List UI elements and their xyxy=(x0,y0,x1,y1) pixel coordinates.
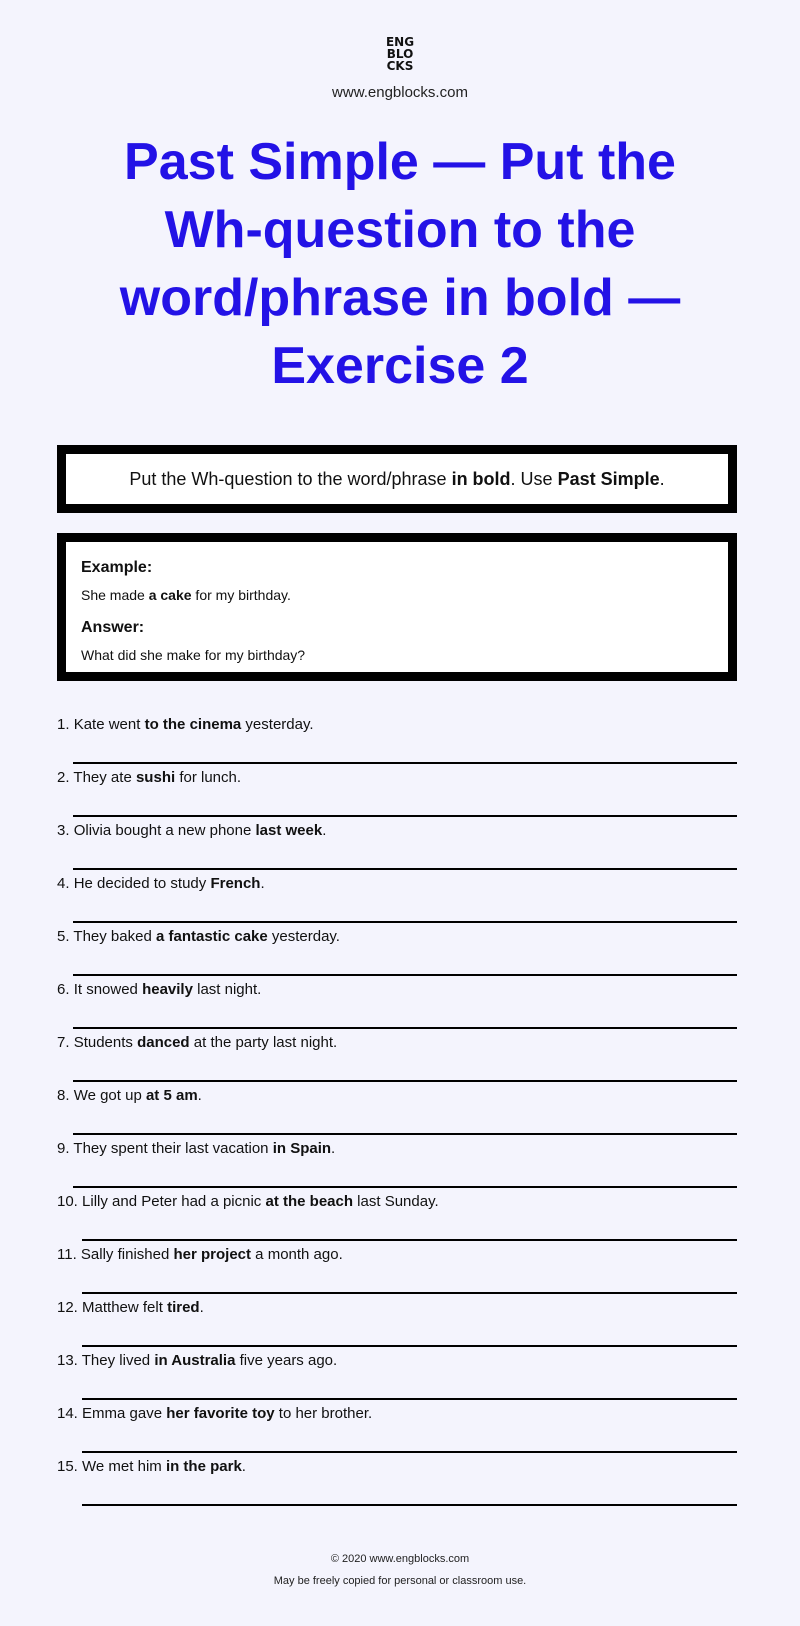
question-bold-phrase: in the park xyxy=(165,1458,242,1475)
question-number: 12. xyxy=(57,1299,78,1316)
question-number: 14. xyxy=(57,1405,78,1422)
question-text xyxy=(57,767,737,789)
question-part: yesterday. xyxy=(241,716,314,733)
answer-line[interactable] xyxy=(73,1027,737,1029)
question-text xyxy=(57,926,737,948)
example-sentence xyxy=(81,584,728,606)
question-number: 7. xyxy=(57,1034,70,1051)
answer-line[interactable] xyxy=(73,815,737,817)
question-item xyxy=(57,1297,737,1350)
question-text xyxy=(57,1138,737,1160)
question-number: 10. xyxy=(57,1193,78,1210)
engblocks-logo[interactable] xyxy=(0,36,800,72)
instruction-bold: Past Simple xyxy=(557,468,660,489)
question-item xyxy=(57,873,737,926)
question-number: 1. xyxy=(57,716,70,733)
answer-line[interactable] xyxy=(82,1398,737,1400)
question-bold-phrase: in Australia xyxy=(154,1352,236,1369)
question-part: a month ago. xyxy=(251,1246,343,1263)
answer-line[interactable] xyxy=(82,1345,737,1347)
footer-license: May be freely copied for personal or classroom use. xyxy=(273,1575,527,1587)
question-part: five years ago. xyxy=(235,1352,338,1369)
question-item xyxy=(57,820,737,873)
answer-label: Answer: xyxy=(81,619,145,636)
question-number: 5. xyxy=(57,928,70,945)
example-part: She made xyxy=(81,587,149,603)
question-bold-phrase: French xyxy=(210,875,261,892)
question-part: We got up xyxy=(73,1087,146,1104)
question-text xyxy=(57,873,737,895)
question-bold-phrase: her favorite toy xyxy=(166,1405,275,1422)
question-part: at the party last night. xyxy=(189,1034,338,1051)
question-part: . xyxy=(241,1458,246,1475)
question-bold-phrase: last week xyxy=(255,822,323,839)
logo-line-3: CKS xyxy=(386,59,414,73)
question-bold-phrase: heavily xyxy=(142,981,193,998)
question-item xyxy=(57,1032,737,1085)
question-part: to her brother. xyxy=(274,1405,373,1422)
answer-line[interactable] xyxy=(82,1239,737,1241)
question-number: 6. xyxy=(57,981,70,998)
question-number: 2. xyxy=(57,769,70,786)
question-number: 15. xyxy=(57,1458,78,1475)
question-bold-phrase: a fantastic cake xyxy=(155,928,268,945)
question-item xyxy=(57,979,737,1032)
question-bold-phrase: at 5 am xyxy=(145,1087,198,1104)
question-number: 13. xyxy=(57,1352,78,1369)
question-bold-phrase: tired xyxy=(167,1299,200,1316)
question-part: He decided to study xyxy=(73,875,211,892)
instruction-part: Put the Wh-question to the word/phrase xyxy=(129,468,452,489)
question-bold-phrase: danced xyxy=(137,1034,190,1051)
answer-line[interactable] xyxy=(73,974,737,976)
question-bold-phrase: in Spain xyxy=(272,1140,332,1157)
question-item xyxy=(57,767,737,820)
answer-line[interactable] xyxy=(82,1292,737,1294)
question-item xyxy=(57,1138,737,1191)
question-part: last night. xyxy=(192,981,262,998)
question-part: . xyxy=(199,1299,204,1316)
question-item xyxy=(57,1085,737,1138)
question-part: Lilly and Peter had a picnic xyxy=(82,1193,266,1210)
question-item xyxy=(57,1191,737,1244)
question-list xyxy=(57,714,737,1509)
question-part: yesterday. xyxy=(267,928,340,945)
logo-line-2: BLO xyxy=(386,47,414,61)
question-part: . xyxy=(322,822,327,839)
question-part: They lived xyxy=(81,1352,155,1369)
question-bold-phrase: sushi xyxy=(135,769,176,786)
logo-line-1: ENG xyxy=(385,35,415,49)
question-part: . xyxy=(331,1140,336,1157)
answer-sentence: What did she make for my birthday? xyxy=(81,647,306,663)
answer-line[interactable] xyxy=(73,1186,737,1188)
question-text xyxy=(57,1191,737,1213)
example-part: for my birthday. xyxy=(191,587,291,603)
question-number: 4. xyxy=(57,875,70,892)
instruction-text xyxy=(129,469,664,490)
question-part: Kate went xyxy=(73,716,145,733)
answer-line[interactable] xyxy=(73,921,737,923)
question-number: 11. xyxy=(57,1246,77,1263)
example-bold: a cake xyxy=(148,587,192,603)
question-item xyxy=(57,1456,737,1509)
instruction-bold: in bold xyxy=(451,468,511,489)
question-number: 9. xyxy=(57,1140,70,1157)
question-text xyxy=(57,1297,737,1319)
question-text xyxy=(57,1085,737,1107)
site-url[interactable]: www.engblocks.com xyxy=(332,84,468,101)
instruction-part: . Use xyxy=(510,468,558,489)
question-item xyxy=(57,1244,737,1297)
question-text xyxy=(57,820,737,842)
question-part: last Sunday. xyxy=(353,1193,439,1210)
footer-copyright: © 2020 www.engblocks.com xyxy=(330,1553,470,1565)
question-part: We met him xyxy=(82,1458,166,1475)
question-text xyxy=(57,1350,737,1372)
question-part: Emma gave xyxy=(82,1405,167,1422)
question-part: . xyxy=(197,1087,202,1104)
question-part: Olivia bought a new phone xyxy=(73,822,256,839)
answer-line[interactable] xyxy=(73,1080,737,1082)
example-box xyxy=(57,533,737,681)
question-item xyxy=(57,1403,737,1456)
question-part: They spent their last vacation xyxy=(73,1140,273,1157)
answer-line[interactable] xyxy=(73,868,737,870)
answer-line[interactable] xyxy=(73,1133,737,1135)
footer xyxy=(0,1548,800,1592)
question-item xyxy=(57,714,737,767)
question-text xyxy=(57,1244,737,1266)
question-part: Matthew felt xyxy=(82,1299,168,1316)
question-part: for lunch. xyxy=(175,769,242,786)
answer-line[interactable] xyxy=(82,1451,737,1453)
page-title: Past Simple — Put the Wh-question to the word/phrase in bold — Exercise 2 xyxy=(119,133,681,395)
question-text xyxy=(57,1032,737,1054)
question-part: Students xyxy=(73,1034,138,1051)
answer-line[interactable] xyxy=(73,762,737,764)
question-part: It snowed xyxy=(73,981,143,998)
example-label: Example: xyxy=(81,559,153,576)
instruction-part: . xyxy=(659,468,665,489)
question-text xyxy=(57,979,737,1001)
question-bold-phrase: to the cinema xyxy=(144,716,242,733)
question-text xyxy=(57,1403,737,1425)
question-item xyxy=(57,1350,737,1403)
question-bold-phrase: at the beach xyxy=(265,1193,354,1210)
question-text xyxy=(57,714,737,736)
question-bold-phrase: her project xyxy=(173,1246,252,1263)
question-number: 3. xyxy=(57,822,70,839)
question-number: 8. xyxy=(57,1087,70,1104)
question-part: They baked xyxy=(73,928,156,945)
question-part: Sally finished xyxy=(80,1246,174,1263)
question-text xyxy=(57,1456,737,1478)
question-part: They ate xyxy=(73,769,136,786)
question-item xyxy=(57,926,737,979)
answer-line[interactable] xyxy=(82,1504,737,1506)
question-part: . xyxy=(260,875,265,892)
instruction-box xyxy=(57,445,737,513)
